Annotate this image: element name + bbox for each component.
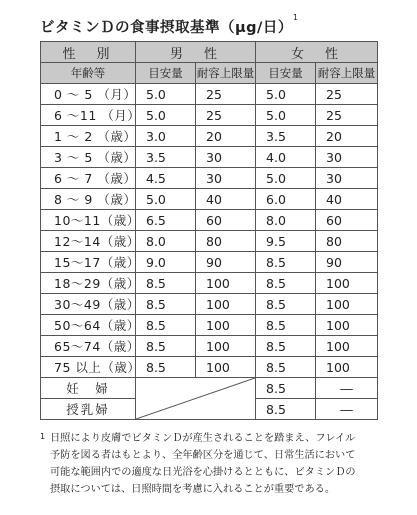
male-ul-cell: 90 [196,252,256,273]
lactating-female-ai: 8.5 [256,399,316,420]
table-row [41,252,378,273]
male-ul-cell: 30 [196,168,256,189]
male-ul-cell: 80 [196,231,256,252]
header-age: 年齢等 [41,63,136,84]
not-applicable-cell [136,378,256,420]
female-ul-cell: 100 [316,273,378,294]
female-ul-cell: 100 [316,315,378,336]
male-ul-cell: 25 [196,84,256,105]
header-row-sex [41,42,378,63]
male-ul-cell: 30 [196,147,256,168]
male-ai-cell: 5.0 [136,189,196,210]
page-title [40,13,299,37]
male-ai-cell: 8.5 [136,357,196,378]
pregnant-female-ul: ― [316,378,378,399]
footnote [40,430,385,498]
age-cell: 6 ～ 7 （歳） [41,168,136,189]
female-ul-cell: 20 [316,126,378,147]
male-ul-cell: 100 [196,336,256,357]
footnote-line: 可能な範囲内での適度な日光浴を心掛けるとともに、ビタミンＤの [50,467,356,478]
male-ai-cell: 8.0 [136,231,196,252]
table-row [41,84,378,105]
male-ai-cell: 8.5 [136,273,196,294]
male-ul-cell: 60 [196,210,256,231]
age-cell: 10～11（歳） [41,210,136,231]
table-row-pregnant [41,378,378,399]
female-ai-cell: 5.0 [256,168,316,189]
female-ai-cell: 8.5 [256,273,316,294]
female-ul-cell: 30 [316,168,378,189]
table-row [41,315,378,336]
table-row [41,105,378,126]
age-cell: 15～17（歳） [41,252,136,273]
table-row [41,231,378,252]
male-ai-cell: 3.5 [136,147,196,168]
table-row [41,336,378,357]
age-cell: 75 以上（歳） [41,357,136,378]
table-row [41,189,378,210]
male-ul-cell: 100 [196,315,256,336]
male-ai-cell: 6.5 [136,210,196,231]
male-ai-cell: 8.5 [136,336,196,357]
female-ul-cell: 60 [316,210,378,231]
header-male: 男 性 [136,42,256,63]
female-ai-cell: 8.5 [256,315,316,336]
female-ai-cell: 8.5 [256,294,316,315]
female-ul-cell: 80 [316,231,378,252]
female-ai-cell: 5.0 [256,105,316,126]
lactating-label: 授乳婦 [41,399,136,420]
age-cell: 50～64（歳） [41,315,136,336]
header-female-ul: 耐容上限量 [316,63,378,84]
male-ai-cell: 5.0 [136,105,196,126]
age-cell: 18～29（歳） [41,273,136,294]
header-female: 女 性 [256,42,378,63]
table-row [41,126,378,147]
female-ul-cell: 30 [316,147,378,168]
age-cell: 6 ～11 （月） [41,105,136,126]
female-ul-cell: 100 [316,336,378,357]
male-ai-cell: 3.0 [136,126,196,147]
male-ai-cell: 8.5 [136,315,196,336]
female-ul-cell: 100 [316,294,378,315]
pregnant-label: 妊 婦 [41,378,136,399]
female-ai-cell: 8.5 [256,357,316,378]
male-ai-cell: 5.0 [136,84,196,105]
age-cell: 1 ～ 2 （歳） [41,126,136,147]
header-male-ai: 目安量 [136,63,196,84]
male-ul-cell: 100 [196,357,256,378]
female-ai-cell: 9.5 [256,231,316,252]
female-ai-cell: 8.0 [256,210,316,231]
female-ai-cell: 6.0 [256,189,316,210]
vitamin-d-table [40,41,378,420]
female-ul-cell: 90 [316,252,378,273]
male-ai-cell: 4.5 [136,168,196,189]
female-ai-cell: 4.0 [256,147,316,168]
female-ai-cell: 8.5 [256,336,316,357]
female-ai-cell: 8.5 [256,252,316,273]
footnote-number: 1 [40,432,46,441]
table-row [41,294,378,315]
header-sex: 性 別 [41,42,136,63]
male-ai-cell: 9.0 [136,252,196,273]
age-cell: 65～74（歳） [41,336,136,357]
table-row [41,273,378,294]
header-female-ai: 目安量 [256,63,316,84]
age-cell: 0 ～ 5 （月） [41,84,136,105]
lactating-female-ul: ― [316,399,378,420]
table-row [41,357,378,378]
female-ai-cell: 3.5 [256,126,316,147]
table-row [41,210,378,231]
female-ai-cell: 5.0 [256,84,316,105]
male-ul-cell: 100 [196,294,256,315]
female-ul-cell: 100 [316,357,378,378]
footnote-line: 日照により皮膚でビタミンＤが産生されることを踏まえ、フレイル [50,433,356,444]
footnote-line: 摂取については、日照時間を考慮に入れることが重要である。 [50,484,336,495]
header-male-ul: 耐容上限量 [196,63,256,84]
male-ul-cell: 40 [196,189,256,210]
age-cell: 8 ～ 9 （歳） [41,189,136,210]
footnote-line: 予防を図る者はもとより、全年齢区分を通じて、日常生活において [50,450,356,461]
age-cell: 12～14（歳） [41,231,136,252]
table-row [41,147,378,168]
male-ul-cell: 20 [196,126,256,147]
header-row-type [41,63,378,84]
pregnant-female-ai: 8.5 [256,378,316,399]
male-ul-cell: 100 [196,273,256,294]
male-ai-cell: 8.5 [136,294,196,315]
female-ul-cell: 25 [316,84,378,105]
female-ul-cell: 25 [316,105,378,126]
age-cell: 30～49（歳） [41,294,136,315]
diagonal-slash [136,378,255,419]
title-text: ビタミンＤの食事摂取基準（μg/日） [40,20,293,36]
female-ul-cell: 40 [316,189,378,210]
male-ul-cell: 25 [196,105,256,126]
age-cell: 3 ～ 5 （歳） [41,147,136,168]
table-row [41,168,378,189]
title-footnote-marker: 1 [292,13,299,22]
